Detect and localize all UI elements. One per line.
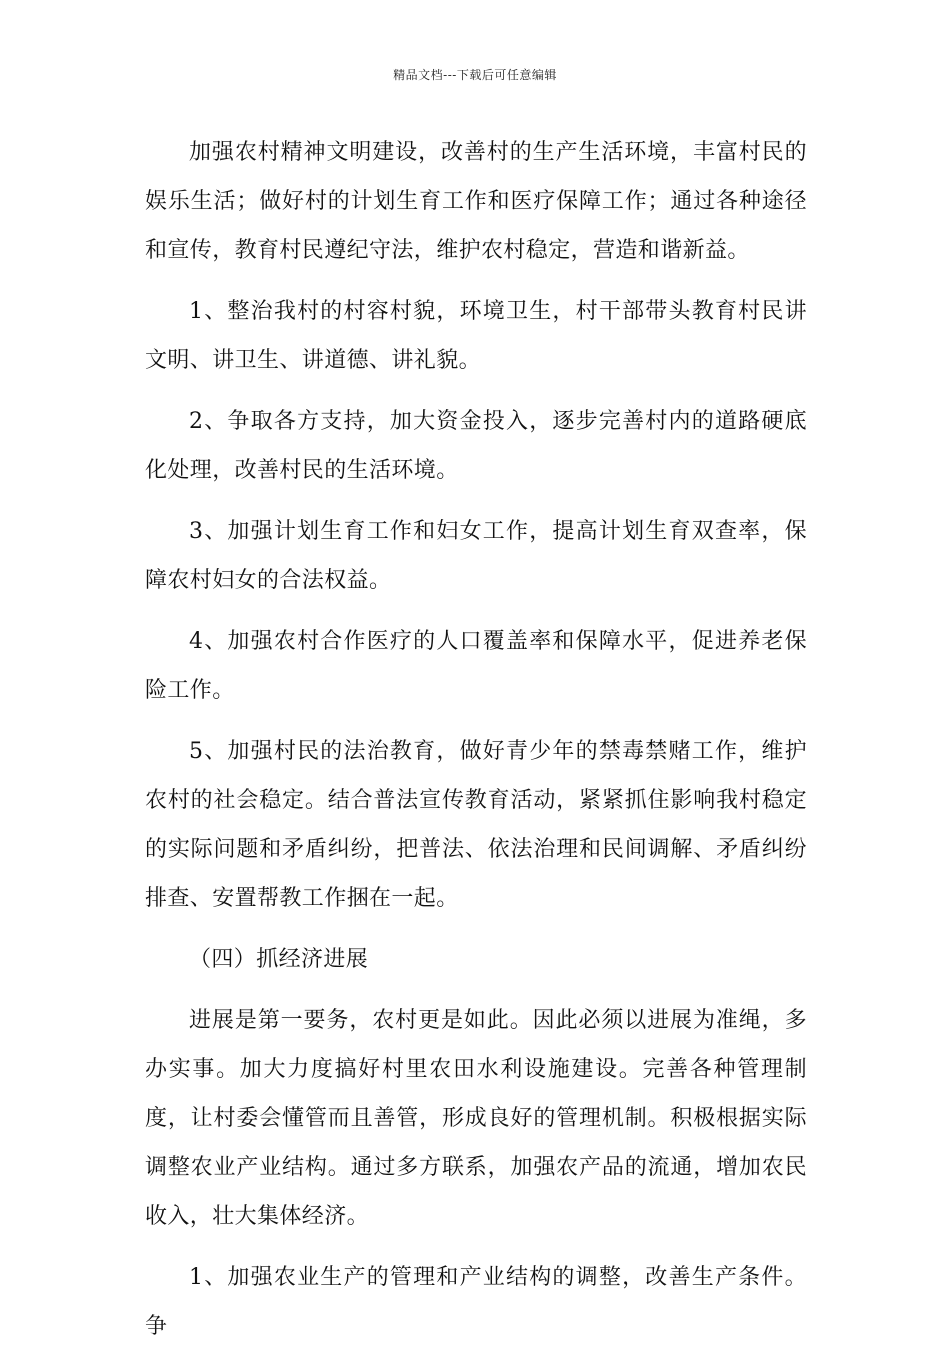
- page-header: 精品文档---下载后可任意编辑: [393, 68, 557, 82]
- section-heading-economy: （四）抓经济进展: [189, 947, 369, 972]
- paragraph-spiritual-civilization: 加强农村精神文明建设，改善村的生产生活环境，丰富村民的娱乐生活；做好村的计划生育工作和医疗保障工作；通过各种途径和宣传，教育村民遵纪守法，维护农村稳定，营造和谐新益。: [145, 140, 807, 263]
- paragraph-economic-development: 进展是第一要务，农村更是如此。因此必须以进展为准绳，多办实事。加大力度搞好村里农田水利设施建设。完善各种管理制度，让村委会懂管而且善管，形成良好的管理机制。积极根据实际调整农业产业结构。通过多方联系，加强农产品的流通，增加农民收入，壮大集体经济。: [145, 1008, 807, 1229]
- paragraph-item-2-funding: 2、争取各方支持，加大资金投入，逐步完善村内的道路硬底化处理，改善村民的生活环境。: [145, 409, 807, 483]
- paragraph-item-4-medical-insurance: 4、加强农村合作医疗的人口覆盖率和保障水平，促进养老保险工作。: [145, 629, 807, 703]
- paragraph-item-5-legal-education: 5、加强村民的法治教育，做好青少年的禁毒禁赌工作，维护农村的社会稳定。结合普法宣传教育活动，紧紧抓住影响我村稳定的实际问题和矛盾纠纷，把普法、依法治理和民间调解、矛盾纠纷排查、安置帮教工作捆在一起。: [145, 739, 807, 911]
- paragraph-item-3-family-planning: 3、加强计划生育工作和妇女工作，提高计划生育双查率，保障农村妇女的合法权益。: [145, 519, 807, 593]
- document-body: [145, 128, 807, 1363]
- paragraph-economy-item-1: 1、加强农业生产的管理和产业结构的调整，改善生产条件。争: [145, 1265, 807, 1339]
- paragraph-item-1-village-appearance: 1、整治我村的村容村貌，环境卫生，村干部带头教育村民讲文明、讲卫生、讲道德、讲礼貌。: [145, 299, 807, 373]
